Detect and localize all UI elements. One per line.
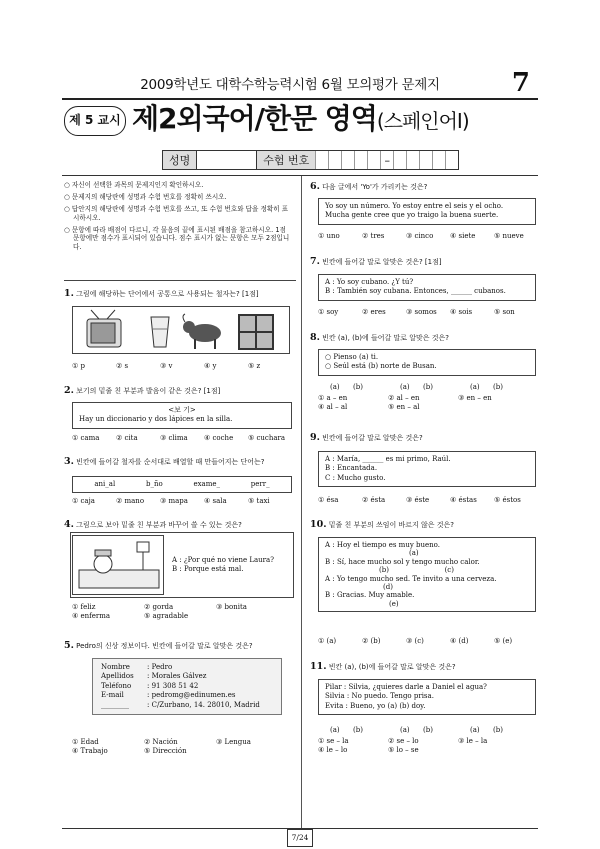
exam-no-cell[interactable]	[419, 151, 432, 169]
question-number: 8.	[310, 332, 320, 343]
q8-options	[318, 394, 538, 413]
question-10	[310, 519, 540, 532]
option[interactable]: ② ésta	[362, 496, 386, 504]
option[interactable]: ① soy	[318, 308, 339, 316]
question-8	[310, 332, 540, 345]
option[interactable]: ② se – lo	[388, 737, 419, 745]
question-text: 빈칸에 들어갈 말로 알맞은 것은?	[322, 434, 423, 442]
option[interactable]: ① ésa	[318, 496, 339, 504]
subject-title	[132, 100, 469, 138]
q9-options	[318, 496, 548, 505]
option[interactable]: ⑤ (e)	[494, 637, 513, 645]
option[interactable]: ④ le – lo	[318, 746, 348, 755]
page-current: 7	[291, 833, 297, 842]
dialog-line: Pilar : Silvia, ¿quieres darle a Daniel el agua?	[325, 683, 487, 691]
option[interactable]: ③ éste	[406, 496, 430, 504]
dialog-line: B : También soy cubana. Entonces, ______ cubanos.	[325, 287, 506, 296]
option[interactable]: ③ en – en	[458, 394, 492, 402]
option[interactable]: ③ bonita	[216, 603, 247, 611]
sentence-line: ○ Seúl está (b) norte de Busan.	[325, 362, 437, 371]
option[interactable]: ② eres	[362, 308, 386, 316]
exam-no-dash: –	[380, 151, 393, 169]
question-number: 10.	[310, 519, 327, 530]
example-text: Hay un diccionario y dos lápices en la silla.	[79, 415, 233, 424]
tv-icon	[87, 310, 121, 347]
option[interactable]: ② mano	[116, 497, 145, 505]
example-title: <보 기>	[168, 406, 196, 414]
question-7	[310, 256, 540, 269]
session-badge: 제 5 교시	[64, 106, 126, 136]
option[interactable]: ② Nación	[144, 738, 178, 746]
q7-dialog-box	[318, 274, 536, 301]
option[interactable]: ⑤ son	[494, 308, 515, 316]
sentence-line: ○ Pienso (a) ti.	[325, 353, 379, 361]
question-text: 다음 글에서 'Yo'가 가리키는 것은?	[322, 183, 428, 191]
exam-no-label: 수험 번호	[256, 151, 315, 169]
q11-options	[318, 737, 538, 756]
q4-dialog	[172, 556, 274, 575]
question-number: 7.	[310, 256, 320, 267]
q3-options	[72, 497, 302, 506]
marker-line: (d)	[383, 582, 393, 591]
question-number: 1.	[64, 288, 74, 299]
marker-line: (b) (c)	[379, 566, 454, 575]
option[interactable]: ⑤ agradable	[144, 612, 189, 621]
q2-example-box	[72, 402, 292, 429]
exam-no-cell[interactable]	[367, 151, 380, 169]
option[interactable]: ④ al – al	[318, 403, 348, 412]
option[interactable]: ① caja	[72, 497, 95, 505]
option[interactable]: ④ sois	[450, 308, 473, 316]
exam-no-cell[interactable]	[445, 151, 458, 169]
q7-options	[318, 308, 548, 317]
question-text: 빈칸에 들어갈 철자를 순서대로 배열할 때 만들어지는 단어는?	[76, 458, 265, 466]
question-number: 9.	[310, 432, 320, 443]
option[interactable]: ① p	[72, 362, 85, 370]
instructions	[64, 181, 294, 255]
dialog-line: C : Mucho gusto.	[325, 473, 386, 482]
q3-word-box	[72, 476, 292, 493]
option[interactable]: ④ (d)	[450, 637, 469, 645]
identity-row	[162, 150, 459, 170]
exam-no-cell[interactable]	[393, 151, 406, 169]
question-number: 2.	[64, 385, 74, 396]
exam-no-cell[interactable]	[328, 151, 341, 169]
q4-illustration	[72, 535, 164, 595]
option[interactable]: ① Edad	[72, 738, 99, 746]
q8-option-header: (a) (b) (a) (b) (a) (b)	[330, 383, 503, 391]
q1-picture-box	[72, 306, 290, 354]
option[interactable]: ③ mapa	[160, 497, 188, 505]
question-text: 보기의 밑줄 친 부분과 발음이 같은 것은? [1점]	[76, 387, 221, 395]
instruction-item: ○ 자신이 선택한 과목의 문제지인지 확인하시오.	[64, 181, 204, 189]
option[interactable]: ① cama	[72, 434, 100, 442]
option[interactable]: ③ cinco	[406, 232, 434, 240]
option[interactable]: ③ Lengua	[216, 738, 251, 746]
word: exame_	[193, 480, 221, 488]
option[interactable]: ⑤ lo – se	[388, 746, 419, 755]
word: ani_al	[94, 480, 116, 488]
option[interactable]: ① a – en	[318, 394, 348, 402]
dialog-line: A : Hoy el tiempo es muy bueno.	[325, 541, 440, 549]
option[interactable]: ③ v	[160, 362, 173, 370]
option[interactable]: ② s	[116, 362, 129, 370]
option[interactable]: ⑤ z	[248, 362, 261, 370]
option[interactable]: ④ éstas	[450, 496, 477, 504]
exam-title: 2009학년도 대학수학능력시험 6월 모의평가 문제지	[140, 77, 440, 93]
dialog-line: A : Yo soy cubano. ¿Y tú?	[325, 278, 414, 286]
question-text: 빈칸 (a), (b)에 들어갈 말로 알맞은 것은?	[328, 663, 456, 671]
option[interactable]: ③ le – la	[458, 737, 488, 745]
page-number: 7	[511, 68, 530, 98]
question-5	[64, 640, 298, 653]
question-4	[64, 519, 298, 532]
q4-options	[72, 603, 302, 622]
option[interactable]: ③ (c)	[406, 637, 424, 645]
q10-dialog-box	[318, 537, 536, 612]
option[interactable]: ② cita	[116, 434, 138, 442]
option[interactable]: ⑤ taxi	[248, 497, 270, 505]
marker-line: (a)	[409, 549, 419, 558]
instruction-item: ○ 문항에 따라 배점이 다르니, 각 물음의 끝에 표시된 배점을 참고하시오. 1점 문항에만 점수가 표시되어 있습니다. 점수 표시가 없는 문항은 모두 2점입니다.	[64, 225, 290, 252]
top-divider	[62, 175, 538, 176]
glass-icon	[151, 317, 169, 347]
option[interactable]: ② tres	[362, 232, 385, 240]
q6-options	[318, 232, 548, 241]
option[interactable]: ② (b)	[362, 637, 381, 645]
q1-pictures	[73, 307, 291, 355]
card-row: Teléfono : 91 308 51 42	[101, 681, 199, 690]
card-row: ________ : C/Zurbano, 14. 28010, Madrid	[101, 700, 260, 709]
question-number: 3.	[64, 456, 74, 467]
q11-dialog-box	[318, 679, 536, 715]
exam-no-cell[interactable]	[354, 151, 367, 169]
q5-id-card	[92, 658, 282, 715]
question-2	[64, 385, 298, 398]
option[interactable]: ① uno	[318, 232, 340, 240]
word: b_ño	[145, 480, 163, 488]
option[interactable]: ② gorda	[144, 603, 174, 611]
card-row: Apellidos : Morales Gálvez	[101, 672, 207, 681]
exam-no-cell[interactable]	[432, 151, 445, 169]
name-field[interactable]	[196, 151, 256, 169]
option[interactable]: ③ somos	[406, 308, 437, 316]
page-indicator: 7/24	[287, 829, 313, 847]
sick-girl-icon	[73, 536, 165, 596]
dialog-line: B : Gracias. Muy amable.	[325, 591, 415, 600]
option[interactable]: ② al – en	[388, 394, 420, 402]
page-total: 24	[298, 833, 309, 842]
option[interactable]: ④ y	[204, 362, 217, 370]
q1-options	[72, 362, 302, 371]
question-number: 5.	[64, 640, 74, 651]
subject-sub: (스페인어Ⅰ)	[376, 109, 469, 133]
word: perr_	[250, 480, 270, 488]
option[interactable]: ④ Trabajo	[72, 747, 108, 756]
q5-options	[72, 738, 302, 757]
question-9	[310, 432, 540, 445]
instructions-divider	[64, 280, 296, 281]
dialog-line: A : ¿Por qué no viene Laura?	[172, 556, 274, 564]
question-3	[64, 456, 298, 469]
question-text: Pedro의 신상 정보이다. 빈칸에 들어갈 말로 알맞은 것은?	[76, 642, 253, 650]
dialog-line: B : Sí, hace mucho sol y tengo mucho calor.	[325, 557, 480, 566]
dialog-line: Silvia : No puedo. Tengo prisa.	[325, 692, 434, 701]
option[interactable]: ③ clima	[160, 434, 188, 442]
q2-options	[72, 434, 302, 443]
q10-options	[318, 637, 548, 646]
option[interactable]: ⑤ éstos	[494, 496, 521, 504]
q11-option-header: (a) (b) (a) (b) (a) (b)	[330, 726, 503, 734]
option[interactable]: ④ siete	[450, 232, 476, 240]
option[interactable]: ⑤ en – al	[388, 403, 420, 412]
marker-line: (e)	[389, 599, 399, 608]
dialog-line: B : Encantada.	[325, 464, 378, 473]
exam-no-cell[interactable]	[341, 151, 354, 169]
question-6	[310, 181, 540, 194]
exam-no-cell[interactable]	[406, 151, 419, 169]
option[interactable]: ① (a)	[318, 637, 337, 645]
dialog-line: Evita : Bueno, yo (a) (b) doy.	[325, 701, 426, 710]
q8-sentence-box	[318, 349, 536, 376]
option[interactable]: ⑤ Dirección	[144, 747, 187, 756]
subject-main: 제2외국어/한문 영역	[132, 102, 377, 135]
question-text: 밑줄 친 부분의 쓰임이 바르지 않은 것은?	[328, 521, 455, 529]
card-row: Nombre : Pedro	[101, 663, 173, 671]
question-text: 빈칸에 들어갈 말로 알맞은 것은? [1점]	[322, 258, 442, 266]
dialog-line: A : Yo tengo mucho sed. Te invito a una cerveza.	[325, 574, 497, 583]
bull-icon	[183, 314, 221, 349]
instruction-item: ○ 문제지의 해당란에 성명과 수험 번호를 정확히 쓰시오.	[64, 192, 227, 201]
dialog-line: B : Porque está mal.	[172, 565, 244, 574]
option[interactable]: ⑤ nueve	[494, 232, 524, 240]
option[interactable]: ① se – la	[318, 737, 349, 745]
window-icon	[239, 315, 273, 349]
question-number: 11.	[310, 661, 327, 672]
name-label: 성명	[163, 151, 196, 169]
card-row: E-mail : pedromg@edinumen.es	[101, 691, 236, 700]
question-number: 4.	[64, 519, 74, 530]
question-11	[310, 661, 540, 674]
dialog-line: A : María, ______ es mi primo, Raúl.	[325, 455, 451, 463]
question-text: 빈칸 (a), (b)에 들어갈 말로 알맞은 것은?	[322, 334, 450, 342]
question-text: 그림으로 보아 밑줄 친 부분과 바꾸어 쓸 수 있는 것은?	[76, 521, 242, 529]
option[interactable]: ④ coche	[204, 434, 234, 442]
instruction-item: ○ 답안지의 해당란에 성명과 수험 번호를 쓰고, 또 수험 번호와 답을 정확히 표시하시오.	[64, 204, 289, 222]
question-text: 그림에 해당하는 단어에서 공통으로 사용되는 철자는? [1점]	[76, 290, 259, 298]
option[interactable]: ⑤ cuchara	[248, 434, 286, 442]
question-number: 6.	[310, 181, 320, 192]
q9-dialog-box	[318, 451, 536, 487]
q6-text-box: Yo soy un número. Yo estoy entre el seis y el ocho. Mucha gente cree que yo traigo la buena suerte.	[318, 198, 536, 225]
exam-no-cell[interactable]	[315, 151, 328, 169]
question-1	[64, 288, 298, 301]
option[interactable]: ① feliz	[72, 603, 96, 611]
option[interactable]: ④ sala	[204, 497, 227, 505]
option[interactable]: ④ enferma	[72, 612, 111, 621]
